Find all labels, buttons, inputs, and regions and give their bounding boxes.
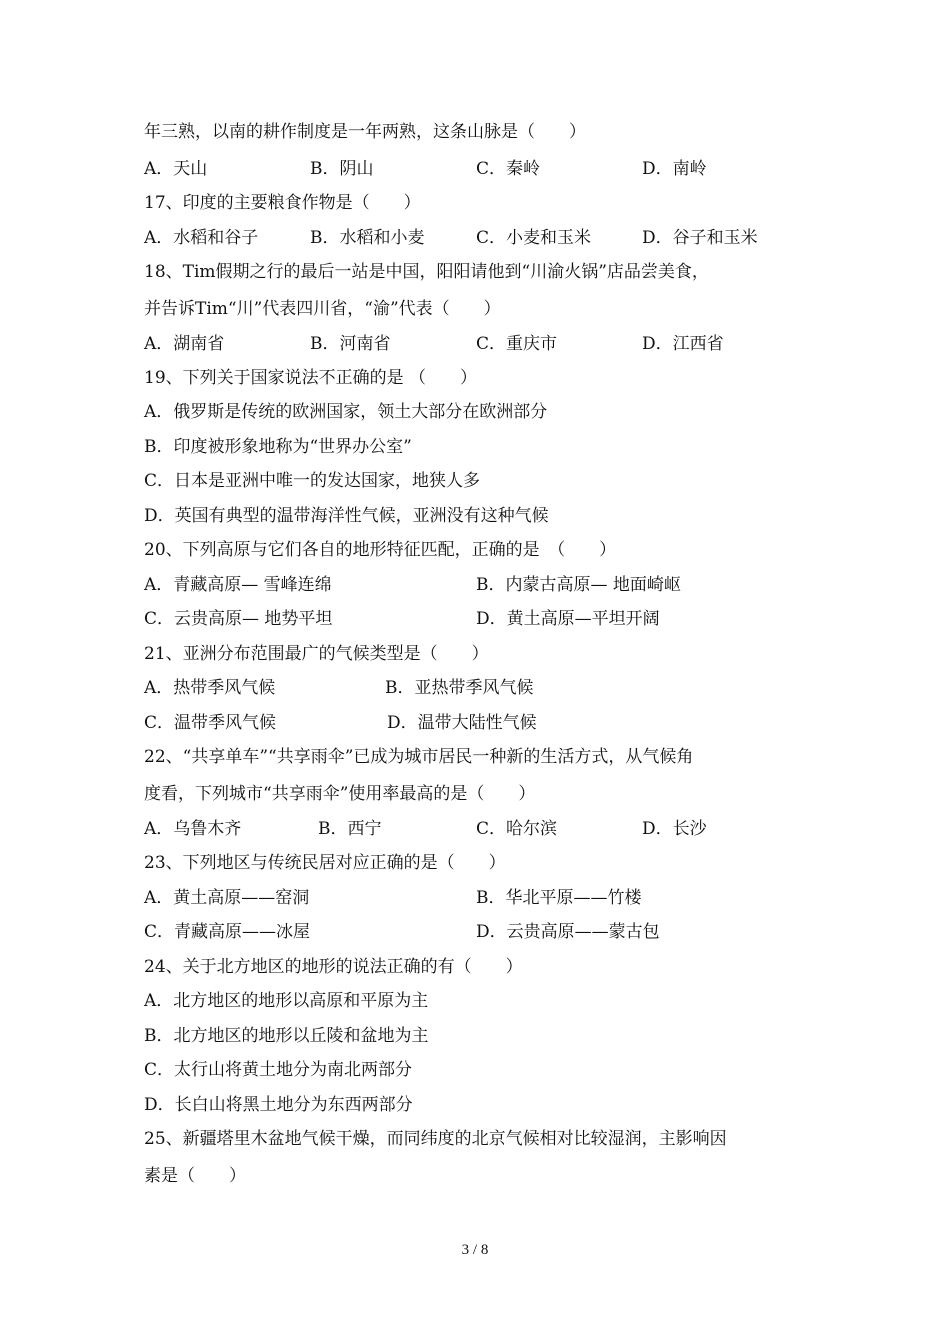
q23-option-c: C．青藏高原——冰屋 — [144, 922, 311, 942]
q20-option-d: D．黄土高原—平坦开阔 — [476, 609, 660, 629]
q24-option-c: C．太行山将黄土地分为南北两部分 — [144, 1060, 413, 1080]
q16-option-b: B．阴山 — [310, 159, 374, 179]
q21-option-c: C．温带季风气候 — [144, 713, 277, 733]
question-22-stem-line1: 22、“共享单车”“共享雨伞”已成为城市居民一种新的生活方式，从气候角 — [144, 747, 694, 767]
question-23-stem: 23、下列地区与传统民居对应正确的是（ ） — [144, 853, 506, 873]
question-18-stem-line1: 18、Tim假期之行的最后一站是中国，阳阳请他到“川渝火锅”店品尝美食， — [144, 262, 709, 282]
q17-option-d: D．谷子和玉米 — [642, 228, 758, 248]
q18-option-b: B．河南省 — [310, 334, 391, 354]
question-20-stem: 20、下列高原与它们各自的地形特征匹配，正确的是 （ ） — [144, 540, 617, 560]
q16-option-c: C．秦岭 — [476, 159, 541, 179]
q23-option-a: A．黄土高原——窑洞 — [144, 888, 310, 908]
q22-option-d: D．长沙 — [642, 819, 707, 839]
q16-option-a: A．天山 — [144, 159, 208, 179]
q21-option-d: D．温带大陆性气候 — [387, 713, 537, 733]
q17-option-a: A．水稻和谷子 — [144, 228, 259, 248]
q22-option-b: B．西宁 — [318, 819, 382, 839]
q20-option-c: C．云贵高原— 地势平坦 — [144, 609, 333, 629]
q19-option-b: B．印度被形象地称为“世界办公室” — [144, 437, 412, 457]
question-25-stem-line1: 25、新疆塔里木盆地气候干燥，而同纬度的北京气候相对比较湿润，主影响因 — [144, 1129, 727, 1149]
q21-option-b: B．亚热带季风气候 — [385, 678, 534, 698]
question-17-stem: 17、印度的主要粮食作物是（ ） — [144, 193, 421, 213]
q21-option-a: A．热带季风气候 — [144, 678, 276, 698]
question-19-stem: 19、下列关于国家说法不正确的是 （ ） — [144, 368, 478, 388]
page-number: 3 / 8 — [461, 1242, 489, 1258]
q22-option-c: C．哈尔滨 — [476, 819, 558, 839]
q17-option-b: B．水稻和小麦 — [310, 228, 425, 248]
question-22-stem-line2: 度看，下列城市“共享雨伞”使用率最高的是（ ） — [144, 784, 536, 804]
q20-option-a: A．青藏高原— 雪峰连绵 — [144, 575, 332, 595]
question-18-stem-line2: 并告诉Tim“川”代表四川省，“渝”代表（ ） — [144, 299, 501, 319]
q18-option-a: A．湖南省 — [144, 334, 225, 354]
question-25-stem-line2: 素是（ ） — [144, 1166, 246, 1186]
question-16-continuation: 年三熟，以南的耕作制度是一年两熟，这条山脉是（ ） — [144, 122, 586, 142]
q18-option-d: D．江西省 — [642, 334, 724, 354]
q24-option-d: D．长白山将黑土地分为东西两部分 — [144, 1095, 413, 1115]
q16-option-d: D．南岭 — [642, 159, 707, 179]
q19-option-d: D．英国有典型的温带海洋性气候，亚洲没有这种气候 — [144, 506, 549, 526]
q18-option-c: C．重庆市 — [476, 334, 558, 354]
question-24-stem: 24、关于北方地区的地形的说法正确的有（ ） — [144, 957, 523, 977]
question-21-stem: 21、亚洲分布范围最广的气候类型是（ ） — [144, 644, 489, 664]
q24-option-a: A．北方地区的地形以高原和平原为主 — [144, 991, 429, 1011]
q23-option-d: D．云贵高原——蒙古包 — [476, 922, 660, 942]
q24-option-b: B．北方地区的地形以丘陵和盆地为主 — [144, 1026, 429, 1046]
q19-option-a: A．俄罗斯是传统的欧洲国家，领土大部分在欧洲部分 — [144, 402, 548, 422]
q20-option-b: B．内蒙古高原— 地面崎岖 — [476, 575, 681, 595]
q23-option-b: B．华北平原——竹楼 — [476, 888, 642, 908]
q17-option-c: C．小麦和玉米 — [476, 228, 592, 248]
q22-option-a: A．乌鲁木齐 — [144, 819, 242, 839]
q19-option-c: C．日本是亚洲中唯一的发达国家，地狭人多 — [144, 471, 481, 491]
